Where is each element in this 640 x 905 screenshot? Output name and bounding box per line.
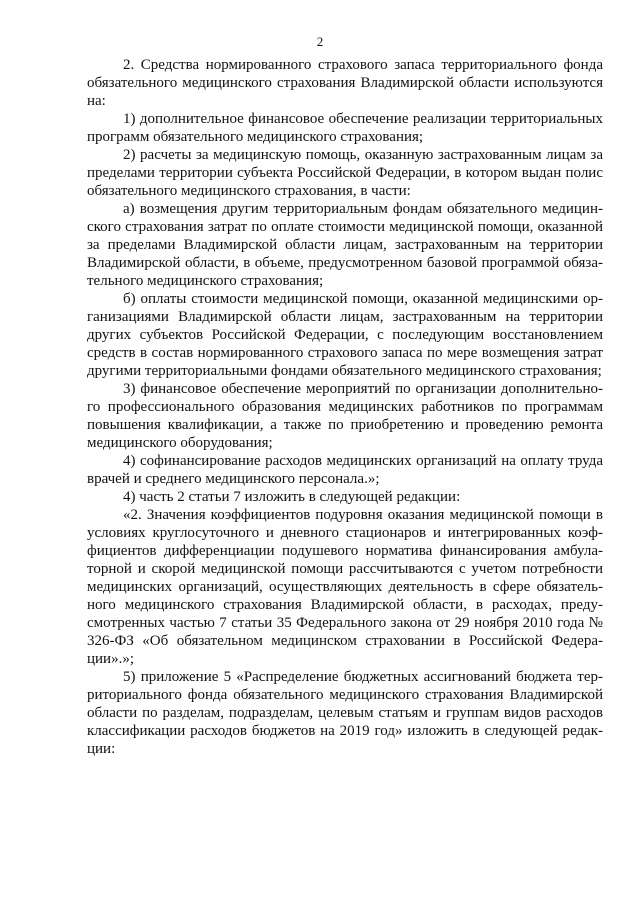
page-number: 2 — [316, 34, 324, 49]
paragraph-amendment-5: 5) приложение 5 «Распределение бюджетных ассигнований бюджета территориального фонда обязательного медицинского страхования Владимирской области по разделам, подразделам, целевым статьям и группам видов расходов классификации расходов бюджетов на 2019 год» изложить в следующей редакции: — [87, 669, 603, 757]
paragraph-item-4: 4) софинансирование расходов медицинских организаций на оплату труда врачей и среднего медицинского персонала.»; — [87, 453, 603, 487]
paragraph-item-2: 2) расчеты за медицинскую помощь, оказанную застрахованным лицам за пределами территории субъекта Российской Федерации, в котором выдан полис обязательного медицинского страхования, в части: — [87, 147, 603, 199]
paragraph-item-1: 1) дополнительное финансовое обеспечение реализации территориальных программ обязательного медицинского страхования; — [87, 111, 603, 145]
paragraph-subitem-a: а) возмещения другим территориальным фондам обязательного медицинского страхования затрат по оплате стоимости медицинской помощи, оказанной за пределами Владимирской области лицам, застрахованным на территории Владимирской области, в объеме, предусмотренном базовой программой обязательного медицинского страхования; — [87, 201, 603, 289]
paragraph-reserve-usage: 2. Средства нормированного страхового запаса территориального фонда обязательного медицинского страхования Владимирской области используются на: — [87, 57, 603, 109]
document-body — [87, 56, 603, 758]
paragraph-quoted-part-2: «2. Значения коэффициентов подуровня оказания медицинской помощи в условиях круглосуточного и дневного стационаров и интегрированных коэффициентов дифференциации подушевого норматива финансирования амбулаторной и скорой медицинской помощи рассчитываются с учетом потребности медицинских организаций, осуществляющих деятельность в сфере обязательного медицинского страхования Владимирской области, в расходах, предусмотренных частью 7 статьи 35 Федерального закона от 29 ноября 2010 года № 326-ФЗ «Об обязательном медицинском страховании в Российской Федерации».»; — [87, 507, 603, 667]
paragraph-item-3: 3) финансовое обеспечение мероприятий по организации дополнительного профессионального образования медицинских работников по программам повышения квалификации, а также по приобретению и проведению ремонта медицинского оборудования; — [87, 381, 603, 451]
paragraph-subitem-b: б) оплаты стоимости медицинской помощи, оказанной медицинскими организациями Владимирской области лицам, застрахованным на территории других субъектов Российской Федерации, с последующим восстановлением средств в состав нормированного страхового запаса по мере возмещения затрат другими территориальными фондами обязательного медицинского страхования; — [87, 291, 603, 379]
paragraph-amendment-4: 4) часть 2 статьи 7 изложить в следующей редакции: — [123, 489, 461, 505]
